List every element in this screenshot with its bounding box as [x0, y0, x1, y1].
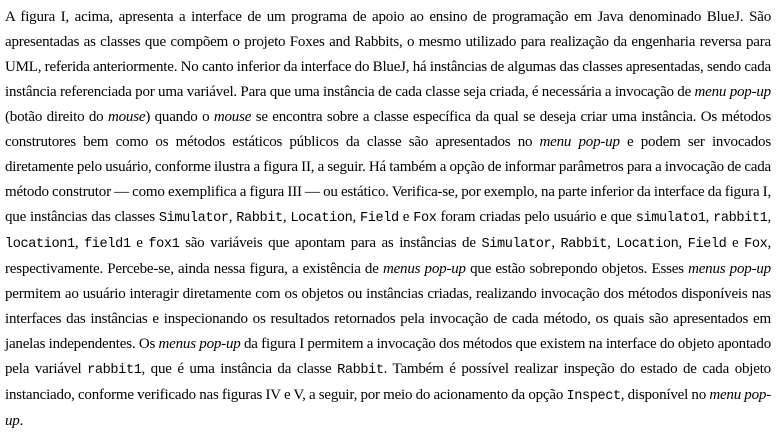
text-run: e [130, 235, 149, 251]
text-run: , [678, 235, 688, 251]
italic-term: mouse [213, 109, 252, 125]
text-run: . Também é possível realizar inspeção do estado de cada objeto instanciado, conforme verificado nas figuras IV e V, a seguir, por meio do acionamento da opção [5, 361, 771, 403]
text-run: e [398, 209, 414, 225]
text-run: . [19, 413, 24, 429]
text-run: e podem ser invocados diretamente pelo usuário, conforme ilustra a figura II, a seguir. Há também a opção de informar parâmetros para a invocação de cada método construtor — como exemplifica a figura III — ou estático. Verifica-se, por exemplo, na parte inferior da interface da figura I, que instâncias das classes [5, 134, 771, 225]
code-identifier: rabbit1 [87, 363, 142, 378]
code-identifier: Simulator [158, 211, 229, 226]
code-identifier: Field [687, 237, 727, 252]
text-run: A figura I, acima, apresenta a interface de um programa de apoio ao ensino de programação em Java denominado BlueJ. São apresentadas as classes que compõem o projeto Foxes and Rabbits, o mesmo utilizado para realização da engenharia reversa para UML, referida anteriormente. No canto inferior da interface do BlueJ, há instâncias de algumas das classes apresentadas, sendo cada instância referenciada por uma variável. Para que uma instância de cada classe seja criada, é necessária a invocação de [5, 9, 771, 100]
code-identifier: field1 [84, 237, 131, 252]
text-run: , [767, 209, 772, 225]
text-run: , [607, 235, 617, 251]
code-identifier: Fox [413, 211, 437, 226]
text-run: , [228, 209, 237, 225]
italic-term: menu pop-up [5, 387, 771, 429]
code-identifier: Rabbit [236, 211, 283, 226]
italic-term: mouse [107, 109, 146, 125]
code-identifier: Rabbit [560, 237, 608, 252]
italic-term: menu pop-up [539, 134, 620, 150]
text-run: ) quando o [145, 109, 214, 125]
text-run: , [551, 235, 561, 251]
italic-term: menu pop-up [694, 84, 771, 100]
text-run: , [74, 235, 85, 251]
text-run: são variáveis que apontam para as instâncias de [179, 235, 482, 251]
text-run: , respectivamente. Percebe-se, ainda nessa figura, a existência de [5, 235, 771, 277]
text-run: (botão direito do [5, 109, 108, 125]
code-identifier: Field [360, 211, 399, 226]
text-run: se encontra sobre a classe específica da qual se deseja criar uma instância. Os métodos construtores bem como os métodos estáticos públicos da classe são apresentados no [5, 109, 771, 150]
code-identifier: fox1 [148, 237, 180, 252]
code-identifier: rabbit1 [713, 211, 768, 226]
code-identifier: Inspect [566, 389, 621, 404]
code-identifier: Fox [744, 237, 768, 252]
italic-term: menus pop-up [158, 336, 241, 352]
code-identifier: Location [616, 237, 679, 252]
code-identifier: Simulator [481, 237, 552, 252]
text-run: , disponível no [620, 387, 710, 403]
text-run: , que é uma instância da classe [141, 361, 338, 377]
code-identifier: simulato1 [635, 211, 706, 226]
code-identifier: location1 [5, 237, 75, 252]
italic-term: menus pop-up [382, 261, 466, 277]
text-run: permitem ao usuário interagir diretamente com os objetos ou instâncias criadas, realizando invocação dos métodos disponíveis nas interfaces das instâncias e inspecionando os resultados retornados pela invocação de cada método, os quais são apresentados em janelas independentes. Os [5, 286, 771, 352]
text-run: e [726, 235, 745, 251]
text-run: , [705, 209, 714, 225]
text-run: , [282, 209, 291, 225]
italic-term: menus pop-up [688, 261, 771, 277]
code-identifier: Rabbit [337, 363, 384, 378]
text-run: foram criadas pelo usuário e que [436, 209, 636, 225]
code-identifier: Location [290, 211, 353, 226]
text-run: que estão sobrepondo objetos. Esses [465, 261, 689, 277]
text-run: da figura I permitem a invocação dos métodos que existem na interface do objeto apontado pela variável [5, 336, 771, 377]
body-paragraph [5, 5, 771, 434]
text-run: , [352, 209, 360, 225]
